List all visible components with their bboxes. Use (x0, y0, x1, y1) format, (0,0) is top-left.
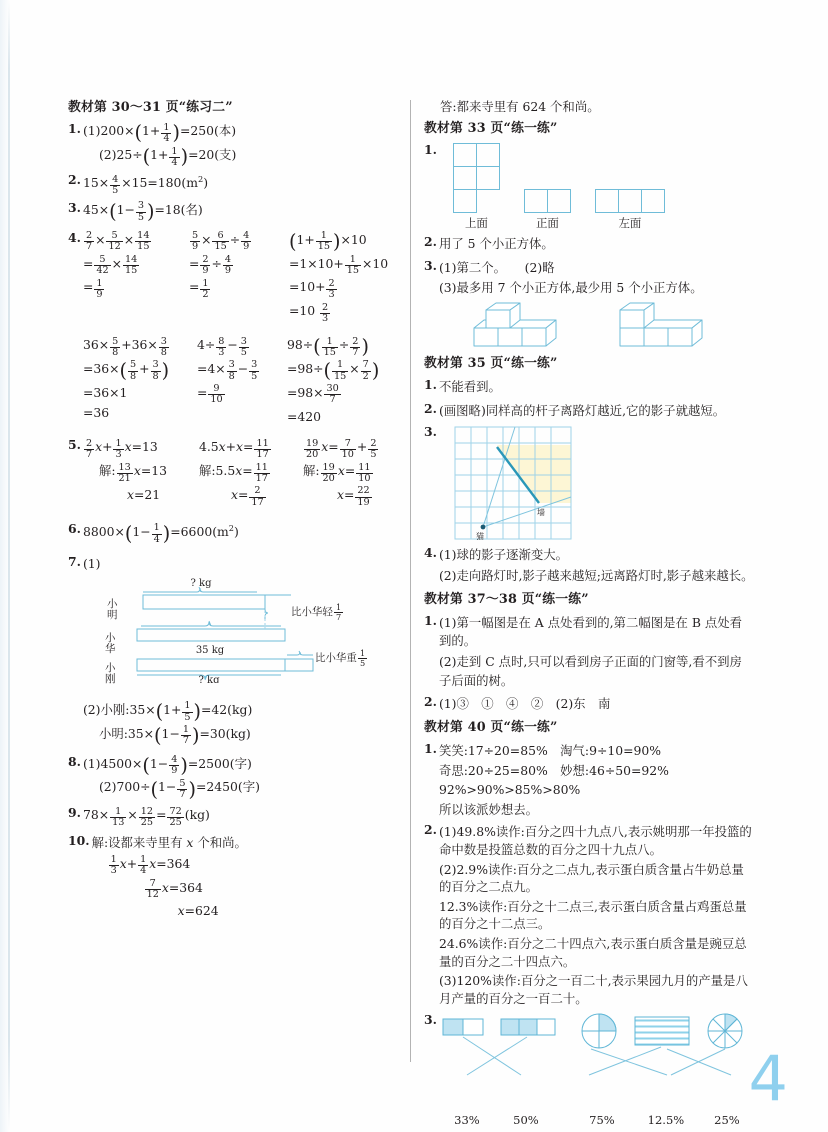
percent-label: 12.5% (647, 1113, 685, 1128)
bar-model-diagram (105, 575, 398, 689)
answer-item-5 (68, 436, 398, 510)
bar-model-svg (105, 575, 355, 683)
expr-line: =420 (286, 408, 321, 424)
item-number: 8. (68, 753, 81, 769)
item-number: 7. (68, 553, 81, 569)
percent-label: 75% (589, 1113, 615, 1128)
answer-continuation: 答:都来寺里有 624 个和尚。 (440, 99, 600, 114)
expr-line: x=21 (126, 486, 161, 502)
percent-matching-svg (439, 1013, 759, 1105)
item-number: 3. (424, 257, 437, 273)
bar-note-1: 比小华轻 $\frac{1}{7}$ (290, 601, 342, 622)
answer-item-p35-3 (424, 423, 754, 543)
section-title-p37: 教材第 37～38 页“练一练” (424, 591, 589, 607)
item-number: 2. (68, 171, 81, 187)
p37-2-line: (1)③ ① ④ ② (2)东 南 (438, 696, 611, 712)
answer-item-r3 (424, 257, 754, 352)
section-title-p35: 教材第 35 页“练一练” (424, 355, 558, 371)
q8-line-1: (1)4500×(1− $\frac{4}{9}$ )=2500(字) (82, 753, 252, 777)
view-front-shape (524, 189, 571, 213)
grid-cell-empty (476, 189, 499, 212)
expr-line: 解: $\frac{19}{20}$ x= $\frac{11}{10}$ (302, 461, 371, 484)
expr-line: =36 (82, 405, 110, 421)
item-number: 6. (68, 520, 81, 536)
q7-line-3: 小明:35×(1− $\frac{1}{7}$ )=30(kg) (98, 723, 251, 747)
p40-1-line-1: 笑笑:17÷20=85% 淘气:9÷10=90% (438, 742, 662, 758)
left-column (68, 96, 398, 924)
view-top (453, 143, 500, 232)
answer-item-7 (68, 553, 398, 749)
r3-line-2: (3)最多用 7 个小正方体,最少用 5 个小正方体。 (438, 280, 703, 296)
answer-item-8 (68, 753, 398, 803)
item-number: 1. (424, 612, 437, 628)
grid-cell (453, 189, 476, 212)
item-number: 3. (424, 1012, 437, 1028)
expr-line: =10+ $\frac{2}{3}$ (288, 277, 335, 301)
expr-line: $\frac{2}{7}$ x+ $\frac{1}{3}$ x=13 (85, 437, 158, 460)
expr-line: 解: $\frac{13}{21}$ x=13 (98, 461, 167, 484)
answer-item-10 (68, 832, 398, 923)
expr-line: = $\frac{5}{42}$ × $\frac{14}{15}$ (82, 254, 138, 277)
column-divider (410, 100, 411, 1062)
cube-figure-2 (614, 302, 724, 350)
p40-1-line-3: 92%>90%>85%>80% (438, 782, 581, 798)
answer-item-p35-1 (424, 376, 754, 399)
answer-item-4 (68, 229, 398, 429)
page-left-edge-line (8, 0, 10, 1132)
answer-item-r1 (424, 141, 754, 232)
q1-line-2: (2)25÷(1+ $\frac{1}{4}$ )=20(支) (98, 145, 237, 169)
p40-1-line-2: 奇思:20÷25=80% 妙想:46÷50=92% (438, 762, 669, 778)
bar-name-xiaoming: 小 明 (106, 597, 118, 621)
item-number: 1. (424, 740, 437, 756)
grid-cell (524, 189, 547, 212)
expr-line: =36×( $\frac{5}{8}$ + $\frac{3}{8}$ ) (82, 359, 170, 383)
percent-label: 25% (714, 1113, 740, 1128)
q4-expr-6 (287, 334, 399, 428)
p40-2-line-1: (1)49.8%读作:百分之四十九点八,表示姚明那一年投篮的命中数是投篮总数的百分之四十九点八。 (438, 824, 752, 857)
view-caption: 正面 (535, 215, 559, 230)
item-number: 9. (68, 805, 81, 821)
expr-line: = $\frac{9}{10}$ (196, 383, 223, 406)
q4-expr-2 (189, 229, 279, 326)
grid-cell (476, 166, 499, 189)
label-wall: 墙 (536, 508, 545, 518)
q8-line-2: (2)700÷(1− $\frac{5}{7}$ )=2450(字) (98, 777, 260, 801)
q5-eq-3 (303, 436, 407, 510)
expr-line: = $\frac{2}{9}$ ÷ $\frac{4}{9}$ (188, 254, 232, 277)
answer-item-p40-2 (424, 821, 754, 1009)
view-caption: 左面 (618, 215, 642, 230)
answer-item-2 (68, 171, 398, 198)
item-number: 1. (424, 141, 437, 157)
p40-2-line-2: (2)2.9%读作:百分之二点九,表示蛋白质含量占牛奶总量的百分之二点九。 (438, 861, 744, 895)
q1-line-1: (1)200×(1+ $\frac{1}{4}$ )=250(本) (82, 121, 237, 145)
q5-eq-2 (199, 436, 295, 510)
grid-cell (453, 143, 476, 166)
q10-line-3: $\frac{7}{12}$ x=364 (146, 878, 203, 901)
answer-item-9 (68, 804, 398, 830)
expr-line: $\frac{19}{20}$ x= $\frac{7}{10}$ + $\frac{2}{5}$ (305, 437, 377, 460)
answer-item-p40-3 (424, 1011, 754, 1129)
cube-figure-1 (468, 302, 586, 350)
view-left-shape (595, 189, 665, 213)
section-title-p33: 教材第 33 页“练一练” (424, 120, 558, 136)
r2-line: 用了 5 个小正方体。 (438, 236, 554, 252)
item-number: 10. (68, 833, 90, 849)
q2-line: 15× $\frac{4}{5}$ $\times 15=180(m^2)$ (82, 173, 209, 196)
r3-line-1: (1)第二个。 (2)略 (438, 259, 555, 275)
bar-name-xiaogang: 小 刚 (104, 661, 116, 685)
q9-line: 78× $\frac{1}{13}$ × $\frac{12}{25}$ = $\frac{72}{25}$ (kg) (82, 805, 210, 828)
q4-expr-1 (83, 229, 179, 326)
q6-line: 8800×(1− $\frac{1}{4}$ )$=6600(m^2)$ (82, 522, 239, 546)
q10-line-1: 解:设都来寺里有 x 个和尚。 (91, 835, 247, 851)
q7-line-2: (2)小刚:35×(1+ $\frac{1}{5}$ )=42(kg) (82, 700, 253, 724)
p40-2-line-3: 12.3%读作:百分之十二点三,表示蛋白质含量占鸡蛋总量的百分之十二点三。 (438, 898, 747, 932)
cube-figures (439, 302, 754, 350)
q4-expr-4 (83, 334, 187, 428)
answer-item-p37-1 (424, 612, 754, 692)
item-number: 3. (68, 199, 81, 215)
item-number: 2. (424, 234, 437, 250)
view-top-shape (453, 143, 500, 213)
item-number: 1. (68, 121, 81, 137)
expr-line: =10 $\frac{2}{3}$ (288, 301, 329, 324)
expr-line: 解:5.5x= $\frac{11}{17}$ (198, 461, 268, 484)
q4-expr-3 (289, 229, 399, 326)
bar-top-label: ? kg (190, 578, 212, 590)
percent-matching-figure (439, 1013, 759, 1129)
bar-bottom-label: ? kg (198, 675, 220, 684)
p35-1-line: 不能看到。 (438, 379, 501, 395)
view-left (595, 189, 665, 232)
q3-line: 45×(1− $\frac{3}{5}$ )=18(名) (82, 200, 203, 224)
q5-row (83, 436, 407, 510)
expr-line: 98÷( $\frac{1}{15}$ ÷ $\frac{2}{7}$ ) (286, 335, 369, 359)
p37-1-line-2: (2)走到 C 点时,只可以看到房子正面的门窗等,看不到房子后面的树。 (438, 653, 742, 688)
q10-line-4: x=624 (177, 903, 219, 919)
expr-line: =4× $\frac{3}{8}$ − $\frac{3}{5}$ (196, 359, 258, 382)
expr-line: $\frac{5}{9}$ × $\frac{6}{15}$ ÷ $\frac{4}{9}$ (191, 230, 250, 253)
expr-line: x= $\frac{2}{17}$ (230, 485, 264, 508)
q5-eq-1 (83, 436, 191, 510)
page-number: 4 (748, 1042, 788, 1115)
bar-note-2: 比小华重 $\frac{1}{5}$ (314, 647, 366, 668)
grid-cell (547, 189, 570, 212)
grid-cell (476, 143, 499, 166)
grid-cell (595, 189, 618, 212)
expr-line: =98× $\frac{30}{7}$ (286, 383, 339, 406)
item-number: 4. (68, 229, 81, 245)
bar-name-xiaohua: 小 华 (104, 631, 116, 655)
shadow-grid-figure (453, 425, 573, 541)
p40-2-line-4: 24.6%读作:百分之二十四点六,表示蛋白质含量是豌豆总量的百分之二十四点六。 (438, 936, 747, 969)
answer-item-p40-1 (424, 740, 754, 820)
grid-cell (641, 189, 664, 212)
section-title-p30: 教材第 30～31 页“练习二” (68, 100, 233, 115)
q7-label: (1) (82, 555, 101, 571)
q4-row-1 (83, 229, 399, 326)
item-number: 2. (424, 822, 437, 838)
expr-line: 4÷ $\frac{8}{3}$ − $\frac{3}{5}$ (196, 335, 247, 358)
shadow-grid-svg (453, 425, 575, 543)
item-number: 1. (424, 377, 437, 393)
views-figure-group (453, 143, 754, 232)
item-number: 2. (424, 694, 437, 710)
p35-4-line-2: (2)走向路灯时,影子越来越短;远离路灯时,影子越来越长。 (438, 567, 754, 583)
grid-cell (618, 189, 641, 212)
expr-line: = $\frac{1}{2}$ (188, 277, 209, 301)
section-title-p40: 教材第 40 页“练一练” (424, 719, 558, 735)
answer-item-1 (68, 120, 398, 170)
percent-label: 33% (454, 1113, 480, 1128)
p35-4-line-1: (1)球的影子逐渐变大。 (438, 547, 569, 563)
p35-2-line: (画图略)同样高的杆子离路灯越近,它的影子就越短。 (438, 402, 726, 418)
expr-line: 4.5x+x= $\frac{11}{17}$ (198, 437, 269, 460)
answer-item-r2 (424, 233, 754, 256)
item-number: 5. (68, 437, 81, 453)
q4-row-2 (83, 334, 399, 428)
expr-line: =36×1 (82, 384, 128, 400)
p37-1-line-1: (1)第一幅图是在 A 点处看到的,第二幅图是在 B 点处看到的。 (438, 614, 743, 649)
expr-line: = $\frac{1}{9}$ (82, 277, 103, 301)
view-front (524, 189, 571, 232)
item-number: 3. (424, 424, 437, 440)
answer-item-p35-4 (424, 544, 754, 587)
expr-line: =1×10+ $\frac{1}{15}$ ×10 (288, 254, 389, 277)
expr-line: 36× $\frac{5}{8}$ +36× $\frac{3}{8}$ (82, 335, 167, 358)
percent-label: 50% (513, 1113, 539, 1128)
bar-mid-label: 35 kg (195, 645, 225, 657)
q4-expr-5 (197, 334, 277, 428)
right-column (424, 96, 754, 1130)
expr-line: =98÷( $\frac{1}{15}$ × $\frac{7}{2}$ ) (286, 359, 380, 383)
item-number: 4. (424, 545, 437, 561)
answer-item-p37-2 (424, 693, 754, 716)
expr-line: (1+ $\frac{1}{15}$ )×10 (288, 229, 367, 253)
grid-cell (453, 166, 476, 189)
view-caption: 上面 (464, 215, 488, 230)
q10-line-2: $\frac{1}{3}$ x+ $\frac{1}{4}$ x=364 (110, 854, 191, 877)
answer-item-3 (68, 199, 398, 225)
expr-line: x= $\frac{22}{19}$ (336, 485, 370, 508)
p40-1-line-4: 所以该派妙想去。 (438, 801, 539, 817)
label-cat: 猫 (475, 532, 484, 542)
answer-item-6 (68, 520, 398, 547)
percent-labels (439, 1112, 759, 1129)
item-number: 2. (424, 400, 437, 416)
expr-line: $\frac{2}{7}$ × $\frac{5}{12}$ × $\frac{14}{15}$ (85, 230, 150, 253)
p40-2-line-5: (3)120%读作:百分之一百二十,表示果园九月的产量是八月产量的百分之一百二十。 (438, 973, 748, 1006)
answer-item-p35-2 (424, 400, 754, 423)
